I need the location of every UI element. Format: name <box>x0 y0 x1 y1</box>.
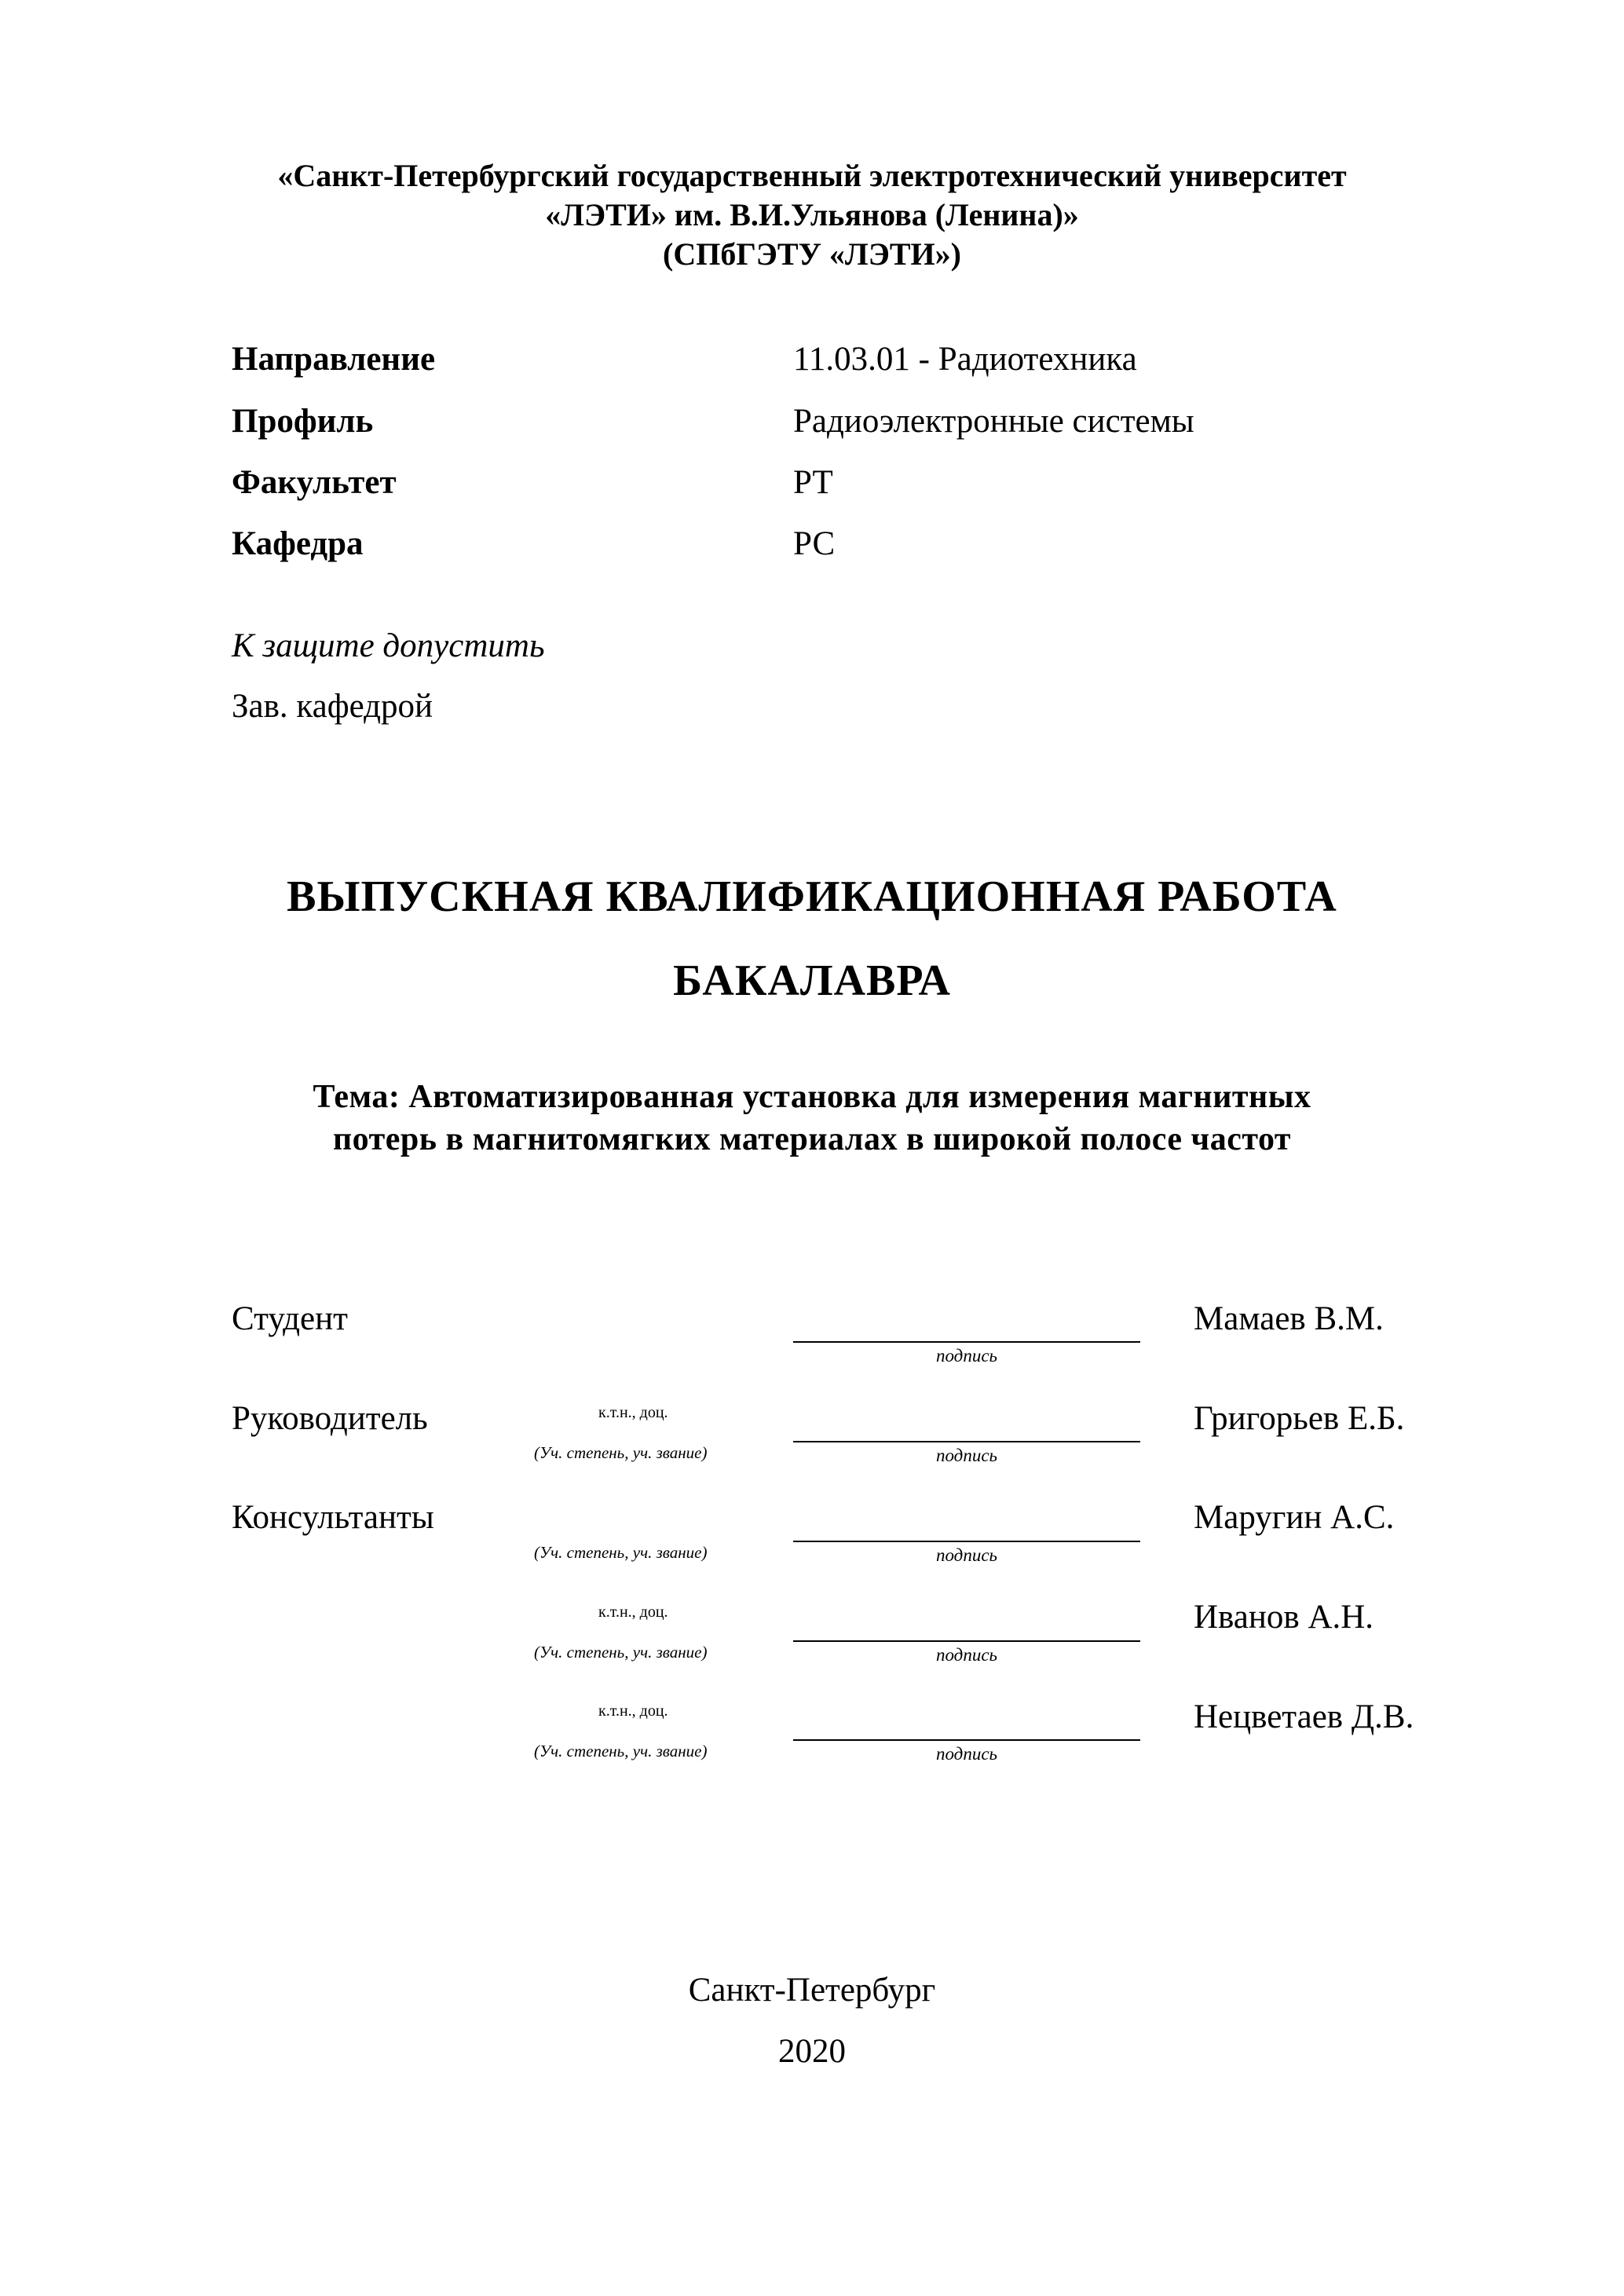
degree-hint: (Уч. степень, уч. звание) <box>534 1643 708 1662</box>
topic-line-2: потерь в магнитомягких материалах в широкой полосе частот <box>332 1121 1292 1157</box>
admit-to-defense: К защите допустить <box>232 627 545 664</box>
name-student: Мамаев В.М. <box>1194 1300 1384 1337</box>
role-consultants: Консультанты <box>232 1499 434 1536</box>
meta-label-direction: Направление <box>232 341 436 378</box>
meta-label-profile: Профиль <box>232 403 374 440</box>
signature-hint: подпись <box>935 1645 997 1665</box>
university-line-1: «Санкт-Петербургский государственный электротехнический университет <box>277 158 1347 193</box>
name-consultant-2: Иванов А.Н. <box>1194 1599 1374 1636</box>
degree-value: к.т.н., доц. <box>598 1702 668 1720</box>
work-title-line-1: ВЫПУСКНАЯ КВАЛИФИКАЦИОННАЯ РАБОТА <box>287 872 1337 921</box>
topic-line-1: Тема: Автоматизированная установка для измерения магнитных <box>313 1079 1311 1115</box>
meta-value-faculty: РТ <box>793 464 833 501</box>
signature-line <box>793 1541 1140 1542</box>
university-line-3: (СПбГЭТУ «ЛЭТИ») <box>663 236 961 272</box>
signature-line <box>793 1341 1140 1343</box>
work-title-line-2: БАКАЛАВРА <box>673 956 951 1005</box>
university-line-2: «ЛЭТИ» им. В.И.Ульянова (Ленина)» <box>545 197 1079 232</box>
head-of-department: Зав. кафедрой <box>232 688 433 725</box>
signature-hint: подпись <box>935 1446 997 1465</box>
meta-value-direction: 11.03.01 - Радиотехника <box>793 341 1137 378</box>
degree-hint: (Уч. степень, уч. звание) <box>534 1543 708 1562</box>
name-supervisor: Григорьев Е.Б. <box>1194 1400 1405 1437</box>
signature-line <box>793 1640 1140 1642</box>
role-student: Студент <box>232 1300 348 1337</box>
role-supervisor: Руководитель <box>232 1400 428 1437</box>
degree-hint: (Уч. степень, уч. звание) <box>534 1443 708 1462</box>
degree-value: к.т.н., доц. <box>598 1404 668 1421</box>
meta-label-faculty: Факультет <box>232 464 397 501</box>
meta-value-profile: Радиоэлектронные системы <box>793 403 1194 440</box>
degree-value: к.т.н., доц. <box>598 1603 668 1621</box>
signature-hint: подпись <box>935 1346 997 1366</box>
footer-city: Санкт-Петербург <box>688 1972 936 2009</box>
signature-line <box>793 1739 1140 1741</box>
signature-hint: подпись <box>935 1545 997 1565</box>
meta-label-department: Кафедра <box>232 525 364 562</box>
footer-year: 2020 <box>778 2033 846 2070</box>
degree-hint: (Уч. степень, уч. звание) <box>534 1742 708 1760</box>
signature-line <box>793 1441 1140 1442</box>
name-consultant-1: Маругин А.С. <box>1194 1499 1395 1536</box>
signature-hint: подпись <box>935 1744 997 1764</box>
meta-value-department: РС <box>793 525 836 562</box>
name-consultant-3: Нецветаев Д.В. <box>1194 1698 1414 1735</box>
